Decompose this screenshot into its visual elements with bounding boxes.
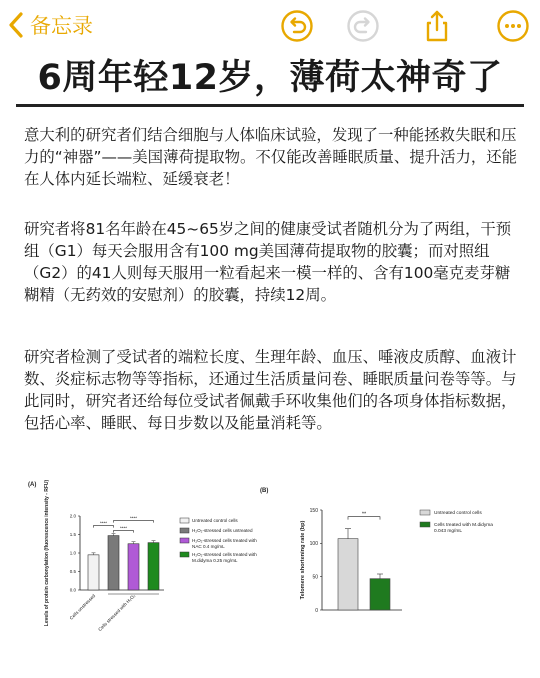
panel-a-bracket [114, 531, 134, 533]
panel-b-significance: ** [361, 511, 367, 518]
panel-b-legend-label: 0.043 mg/mL [434, 529, 462, 534]
redo-icon[interactable] [346, 9, 380, 43]
panel-a-legend-label: H₂O₂-stressed cells treated with [192, 552, 257, 557]
panel-a-legend-label: Untreated control cells [192, 518, 238, 523]
back-label: 备忘录 [30, 14, 93, 38]
share-icon[interactable] [420, 9, 454, 43]
panel-a-significance: **** [119, 525, 128, 531]
panel-a-bracket [114, 521, 154, 523]
panel-a-bar [108, 536, 119, 590]
panel-a-significance: **** [99, 520, 108, 526]
note-paragraph-1[interactable]: 意大利的研究者们结合细胞与人体临床试验，发现了一种能拯救失眠和压力的“神器”——美国薄荷提取物。不仅能改善睡眠质量、提升活力，还能在人体内延长端粒、延缓衰老！ [24, 126, 518, 188]
panel-a-ytick-label: 2.0 [69, 513, 76, 519]
panel-a-legend-label: H₂O₂-stressed cells treated with [192, 538, 257, 543]
panel-a-legend-swatch [180, 552, 189, 557]
panel-a-bracket [94, 526, 114, 528]
panel-b-ytick-label: 50 [312, 574, 318, 581]
panel-a-legend-label: NAC 0.4 mg/mL [192, 544, 225, 549]
panel-b-legend-label: Untreated control cells [434, 511, 482, 516]
research-figure[interactable] [24, 478, 524, 663]
panel-b-label: (B) [260, 488, 269, 494]
panel-a-bar [128, 544, 139, 590]
panel-a-ylabel: Levels of protein carbonylation (fluorescence intensity - RFU) [44, 479, 50, 627]
note-paragraph-3[interactable]: 研究者检测了受试者的端粒长度、生理年龄、血压、唾液皮质醇、血液计数、炎症标志物等等指标，还通过生活质量问卷、睡眠质量问卷等等。与此同时，研究者还给每位受试者佩戴手环收集他们的各项身体指标数据，包括心率、睡眠、每日步数以及能量消耗等。 [24, 348, 517, 432]
panel-a-legend-label: H₂O₂-stressed cells untreated [192, 528, 253, 533]
panel-a-category-label: Cells stressed with H₂O₂ [97, 593, 137, 633]
panel-b-ylabel: Telomere shortening rate (bp) [300, 520, 306, 600]
panel-a-legend-swatch [180, 538, 189, 543]
panel-b-ytick-label: 150 [309, 507, 318, 514]
panel-a-significance: **** [129, 515, 138, 521]
undo-icon[interactable] [280, 9, 314, 43]
note-title[interactable]: 6周年轻12岁，薄荷太神奇了 [37, 58, 503, 98]
panel-b-legend-swatch [420, 510, 430, 515]
panel-b-bar [338, 539, 358, 610]
panel-a-bar [148, 543, 159, 590]
panel-a-ytick-label: 1.0 [69, 550, 76, 556]
panel-a-ytick-label: 0.5 [69, 569, 76, 575]
back-button[interactable] [8, 10, 93, 40]
more-icon[interactable] [496, 9, 530, 43]
panel-b-bar [370, 579, 390, 610]
panel-a-legend-swatch [180, 528, 189, 533]
panel-b-ytick-label: 0 [315, 607, 318, 614]
chevron-left-icon [8, 11, 24, 39]
top-toolbar [0, 0, 540, 52]
panel-a-ytick-label: 1.5 [69, 532, 76, 538]
panel-a-category-label: Cells unstressed [68, 593, 97, 621]
note-paragraph-2[interactable]: 研究者将81名年龄在45~65岁之间的健康受试者随机分为了两组，干预组（G1）每天会服用含有100 mg美国薄荷提取物的胶囊；而对照组（G2）的41人则每天服用一粒看起来一模一样的、含有100毫克麦芽糖糊精（无药效的安慰剂）的胶囊，持续12周。 [24, 220, 512, 304]
panel-a-ytick-label: 0.0 [69, 587, 76, 593]
panel-b-ytick-label: 100 [309, 541, 318, 548]
panel-b-legend-label: Cells treated with M.didyma [434, 523, 493, 528]
panel-a-legend-label: M.didyma 0.25 mg/mL [192, 558, 238, 563]
title-underline [16, 104, 524, 107]
panel-b-legend-swatch [420, 522, 430, 527]
panel-a-bar [88, 555, 99, 590]
panel-a-label: (A) [28, 482, 37, 488]
panel-a-legend-swatch [180, 518, 189, 523]
